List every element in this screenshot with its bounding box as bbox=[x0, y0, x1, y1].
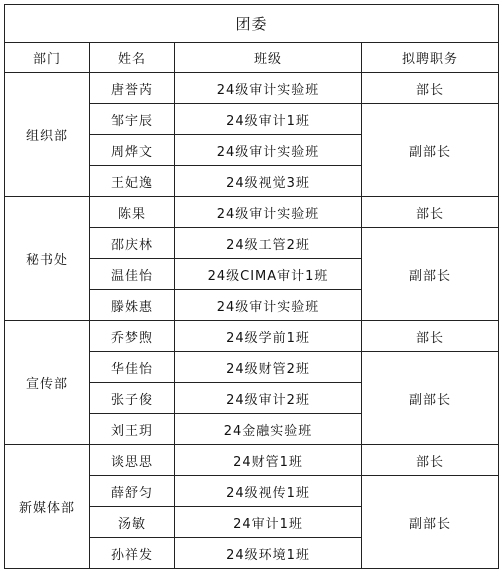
name-cell: 张子俊 bbox=[90, 383, 175, 414]
name-cell: 王妃逸 bbox=[90, 166, 175, 197]
header-role: 拟聘职务 bbox=[362, 43, 499, 73]
class-cell: 24级工管2班 bbox=[175, 228, 362, 259]
class-cell: 24级审计2班 bbox=[175, 383, 362, 414]
name-cell: 华佳怡 bbox=[90, 352, 175, 383]
class-cell: 24审计1班 bbox=[175, 507, 362, 538]
table-row bbox=[5, 321, 499, 352]
header-department: 部门 bbox=[5, 43, 90, 73]
header-class: 班级 bbox=[175, 43, 362, 73]
name-cell: 邹宇辰 bbox=[90, 104, 175, 135]
table-row bbox=[5, 73, 499, 104]
table-title: 团委 bbox=[5, 5, 499, 43]
role-cell: 副部长 bbox=[362, 476, 499, 569]
name-cell: 孙祥发 bbox=[90, 538, 175, 569]
name-cell: 温佳怡 bbox=[90, 259, 175, 290]
name-cell: 谈思思 bbox=[90, 445, 175, 476]
name-cell: 刘王玥 bbox=[90, 414, 175, 445]
header-name: 姓名 bbox=[90, 43, 175, 73]
role-cell: 副部长 bbox=[362, 104, 499, 197]
name-cell: 邵庆林 bbox=[90, 228, 175, 259]
class-cell: 24级审计实验班 bbox=[175, 290, 362, 321]
department-cell: 宣传部 bbox=[5, 321, 90, 445]
class-cell: 24级审计1班 bbox=[175, 104, 362, 135]
role-cell: 部长 bbox=[362, 197, 499, 228]
class-cell: 24级财管2班 bbox=[175, 352, 362, 383]
table-row bbox=[5, 197, 499, 228]
role-cell: 部长 bbox=[362, 73, 499, 104]
staff-roster-table bbox=[4, 4, 499, 569]
name-cell: 滕姝惠 bbox=[90, 290, 175, 321]
role-cell: 部长 bbox=[362, 445, 499, 476]
class-cell: 24级学前1班 bbox=[175, 321, 362, 352]
role-cell: 副部长 bbox=[362, 352, 499, 445]
class-cell: 24级CIMA审计1班 bbox=[175, 259, 362, 290]
role-cell: 部长 bbox=[362, 321, 499, 352]
class-cell: 24财管1班 bbox=[175, 445, 362, 476]
class-cell: 24级审计实验班 bbox=[175, 197, 362, 228]
role-cell: 副部长 bbox=[362, 228, 499, 321]
name-cell: 汤敏 bbox=[90, 507, 175, 538]
department-cell: 秘书处 bbox=[5, 197, 90, 321]
class-cell: 24金融实验班 bbox=[175, 414, 362, 445]
table-row bbox=[5, 445, 499, 476]
name-cell: 陈果 bbox=[90, 197, 175, 228]
name-cell: 唐誉芮 bbox=[90, 73, 175, 104]
name-cell: 乔梦煦 bbox=[90, 321, 175, 352]
class-cell: 24级审计实验班 bbox=[175, 135, 362, 166]
department-cell: 新媒体部 bbox=[5, 445, 90, 569]
class-cell: 24级视传1班 bbox=[175, 476, 362, 507]
department-cell: 组织部 bbox=[5, 73, 90, 197]
class-cell: 24级审计实验班 bbox=[175, 73, 362, 104]
class-cell: 24级视觉3班 bbox=[175, 166, 362, 197]
class-cell: 24级环境1班 bbox=[175, 538, 362, 569]
header-row bbox=[5, 43, 499, 73]
name-cell: 周烨文 bbox=[90, 135, 175, 166]
name-cell: 薛舒匀 bbox=[90, 476, 175, 507]
title-row bbox=[5, 5, 499, 43]
